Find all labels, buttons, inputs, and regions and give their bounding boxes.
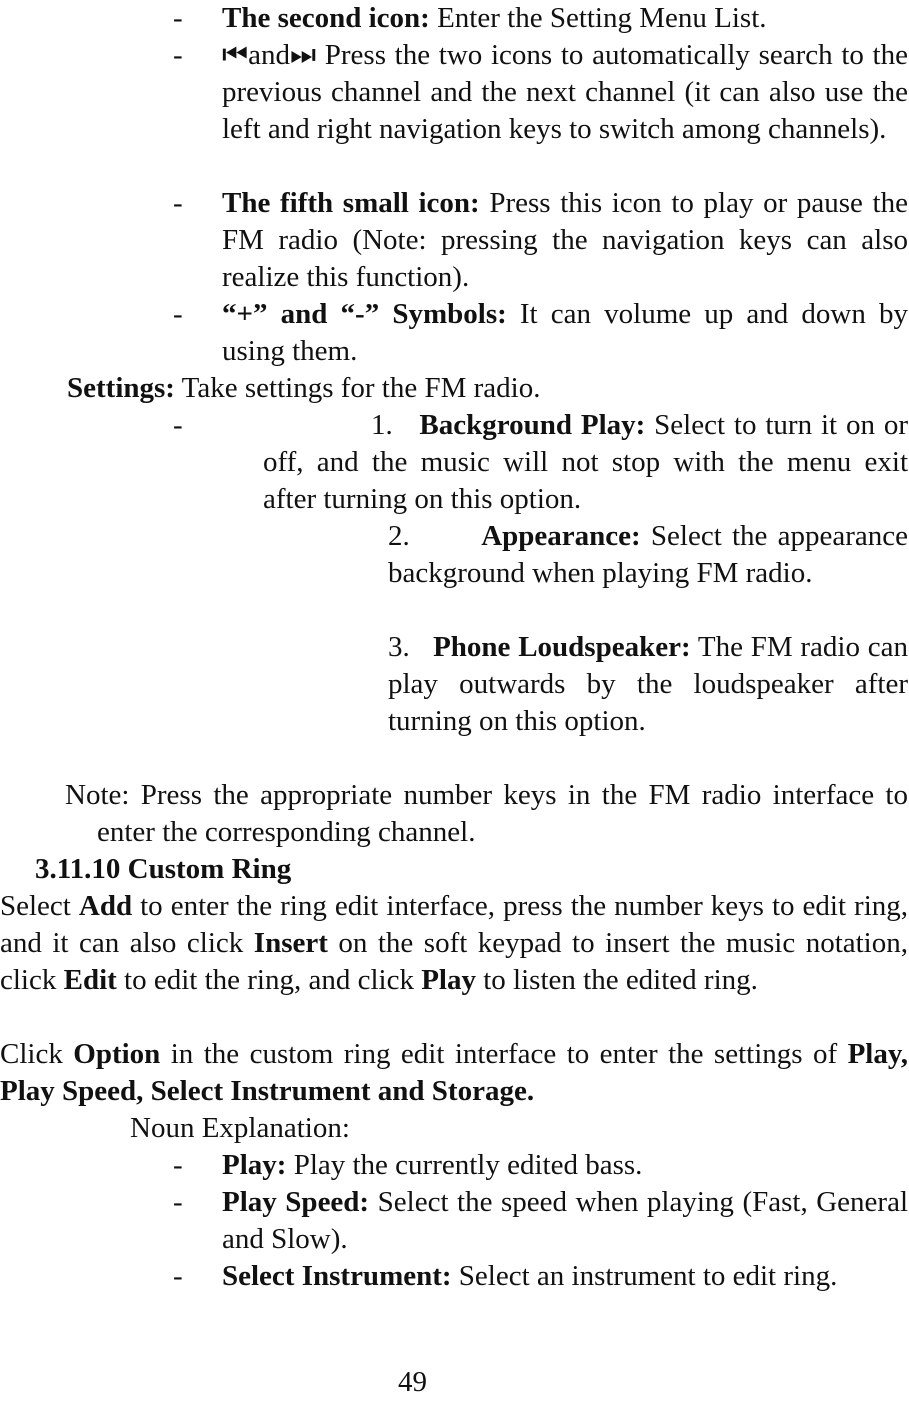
settings-item-background-play — [263, 407, 908, 518]
noun-item-select-instrument — [222, 1258, 908, 1295]
description-text: It can volume up and down by using them. — [222, 298, 908, 367]
term-label: Appearance: — [481, 520, 641, 552]
insert-term: Insert — [253, 927, 328, 959]
section-heading: 3.11.10 Custom Ring — [35, 853, 292, 885]
option-paragraph — [0, 1036, 908, 1110]
noun-explanation-label: Noun Explanation: — [130, 1112, 350, 1144]
skip-previous-icon: ⏮ — [222, 39, 249, 71]
settings-item-phone-loudspeaker — [388, 629, 908, 740]
description-text: Select to turn it on or off, and the music will not stop with the menu exit after turning on this option. — [263, 409, 908, 515]
list-item-fifth-icon — [222, 185, 908, 296]
settings-label: Settings: — [67, 372, 175, 404]
term-label: The fifth small icon: — [222, 187, 480, 219]
bullet-dash: - — [173, 39, 183, 71]
noun-item-play — [222, 1147, 908, 1184]
custom-ring-paragraph — [0, 888, 908, 999]
item-number: 3. — [388, 631, 410, 663]
list-item-volume-symbols — [222, 296, 908, 370]
description-text: The FM radio can play outwards by the loudspeaker after turning on this option. — [388, 631, 909, 737]
text-run: Click — [0, 1038, 74, 1070]
text-run: to listen the edited ring. — [476, 964, 758, 996]
settings-terms: Play, Play Speed, Select Instrument and Storage. — [0, 1038, 908, 1107]
description-text: Play the currently edited bass. — [286, 1149, 643, 1181]
term-label: Phone Loudspeaker: — [433, 631, 691, 663]
option-term: Option — [73, 1038, 161, 1070]
list-item-prev-next-icons — [222, 37, 908, 148]
note-paragraph: Note: Press the appropriate number keys in the FM radio interface to enter the corresponding channel. — [65, 779, 908, 848]
term-label: Play: — [222, 1149, 287, 1181]
edit-term: Edit — [63, 964, 117, 996]
term-label: Play Speed: — [222, 1186, 370, 1218]
description-text: Press the two icons to automatically search to the previous channel and the next channel (it can also use the left and right navigation keys to switch among channels). — [222, 39, 908, 145]
bullet-dash: - — [173, 187, 183, 219]
text-run: to enter the ring edit interface, press the number keys to edit ring, and it can also click — [0, 890, 909, 959]
description-text: Select an instrument to edit ring. — [451, 1260, 838, 1292]
skip-next-icon: ⏭ — [289, 39, 317, 71]
bullet-dash: - — [173, 1186, 183, 1218]
and-text: and — [248, 39, 290, 71]
page-number: 49 — [398, 1366, 427, 1398]
term-label: Select Instrument: — [222, 1260, 452, 1292]
play-term: Play — [421, 964, 476, 996]
description-text: Select the appearance background when playing FM radio. — [388, 520, 908, 589]
bullet-dash: - — [173, 2, 183, 34]
description-text: Enter the Setting Menu List. — [429, 2, 767, 34]
bullet-dash: - — [173, 409, 183, 441]
bullet-dash: - — [173, 1260, 183, 1292]
noun-item-play-speed — [222, 1184, 908, 1258]
bullet-dash: - — [173, 1149, 183, 1181]
settings-text: Take settings for the FM radio. — [174, 372, 541, 404]
description-text: Press this icon to play or pause the FM radio (Note: pressing the navigation keys can also realize this function). — [222, 187, 908, 293]
term-label: “+” and “-” Symbols: — [222, 298, 507, 330]
description-text: Select the speed when playing (Fast, General and Slow). — [222, 1186, 909, 1255]
add-term: Add — [78, 890, 133, 922]
settings-line — [67, 370, 908, 407]
text-run: to edit the ring, and click — [116, 964, 422, 996]
list-item-second-icon — [222, 0, 908, 37]
item-number: 1. — [371, 409, 393, 441]
term-label: Background Play: — [419, 409, 646, 441]
term-label: The second icon: — [222, 2, 430, 34]
item-number: 2. — [388, 520, 410, 552]
settings-item-appearance — [388, 518, 908, 592]
bullet-dash: - — [173, 298, 183, 330]
text-run: on the soft keypad to insert the music notation, click — [0, 927, 908, 996]
text-run: Select — [0, 890, 79, 922]
text-run: in the custom ring edit interface to enter the settings of — [160, 1038, 848, 1070]
